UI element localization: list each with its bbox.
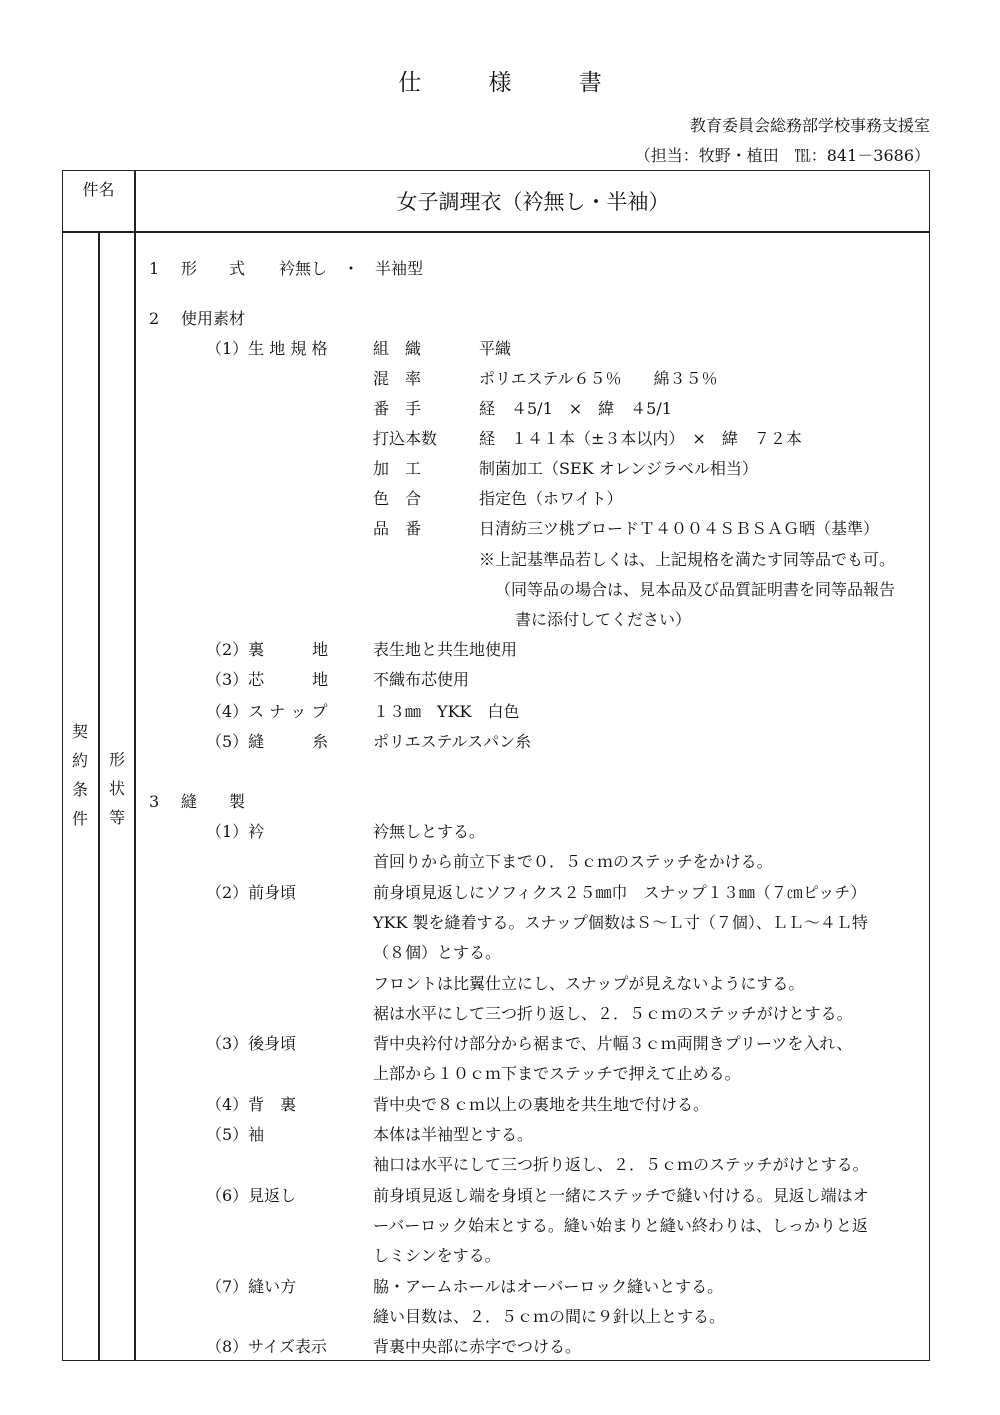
sewing-item-text: ーバーロック始末とする。縫い始まりと縫い終わりは、しっかりと返 (373, 1215, 868, 1235)
sewing-item-text: 袖口は水平にして三つ折り返し、２．５ｃｍのステッチがけとする。 (373, 1155, 869, 1175)
contract-terms-label: 契 約 条 件 (71, 722, 88, 828)
sewing-item-label: （6）見返し (206, 1185, 297, 1205)
fabric-spec-value: 経 ４5/1 × 緯 ４5/1 (479, 399, 672, 418)
fabric-spec-value: 指定色（ホワイト） (479, 489, 623, 508)
sewing-item-label: （4）背 裏 (206, 1094, 297, 1114)
sewing-item-text: 前身頃見返し端を身頃と一緒にステッチで縫い付ける。見返し端はオ (373, 1185, 869, 1205)
sewing-item-text: 裾は水平にして三つ折り返し、２．５ｃｍのステッチがけとする。 (373, 1003, 853, 1023)
sewing-item-label: （5）袖 (206, 1125, 265, 1144)
material-item-label: （5）縫 糸 (206, 732, 329, 751)
sewing-item-label: （7）縫い方 (206, 1276, 297, 1296)
sewing-item-text: YKK 製を縫着する。スナップ個数はＳ～Ｌ寸（７個）、ＬＬ～４Ｌ特 (373, 912, 868, 932)
sewing-item-text: 上部から１０ｃｍ下までステッチで押えて止める。 (373, 1064, 741, 1084)
material-item-value: ポリエステルスパン糸 (373, 732, 532, 751)
subsection-label: （1）生 地 規 格 (206, 339, 328, 358)
section-label: 使用素材 (181, 309, 246, 328)
section-value: 衿無し ・ 半袖型 (279, 259, 424, 278)
fabric-spec-key: 加 工 (373, 459, 422, 478)
sewing-item-text: フロントは比翼仕立にし、スナップが見えないようにする。 (373, 973, 805, 993)
section-label: 形 式 (181, 259, 246, 278)
sewing-item-text: 背中央衿付け部分から裾まで、片幅３ｃｍ両開きプリーツを入れ、 (373, 1034, 853, 1054)
material-item-value: 表生地と共生地使用 (373, 640, 518, 659)
equivalent-note: （同等品の場合は、見本品及び品質証明書を同等品報告 (495, 580, 896, 599)
shape-label: 形 状 等 (108, 750, 125, 827)
material-item-value: 不織布芯使用 (373, 670, 470, 689)
equivalent-note: 書に添付してください） (515, 610, 692, 629)
sewing-item-text: しミシンをする。 (373, 1246, 501, 1266)
material-item-value: １３㎜ YKK 白色 (373, 702, 520, 721)
fabric-spec-key: 混 率 (373, 369, 422, 388)
spec-table (62, 170, 930, 1361)
sewing-item-text: 背裏中央部に赤字でつける。 (373, 1337, 582, 1357)
equivalent-note: ※上記基準品若しくは、上記規格を満たす同等品でも可。 (479, 550, 896, 569)
fabric-spec-value: ポリエステル６５％ 綿３５％ (479, 369, 718, 388)
fabric-spec-key: 品 番 (373, 519, 422, 538)
sewing-item-label: （3）後身頃 (206, 1034, 297, 1054)
fabric-spec-value: 平織 (479, 339, 512, 358)
sewing-item-text: （８個）とする。 (373, 943, 502, 963)
fabric-spec-key: 番 手 (373, 399, 422, 418)
fabric-spec-value: 日清紡三ツ桃ブロードＴ４００４ＳＢＳＡＧ晒（基準） (479, 519, 880, 538)
section-number: 1 (149, 259, 160, 278)
sewing-item-text: 本体は半袖型とする。 (373, 1125, 534, 1144)
sewing-item-text: 背中央で８ｃｍ以上の裏地を共生地で付ける。 (373, 1094, 710, 1114)
fabric-spec-key: 組 織 (373, 339, 422, 358)
contact-info: （担当：牧野・植田 ℡：841－3686） (634, 146, 930, 165)
sewing-item-label: （2）前身頃 (206, 882, 297, 902)
column-divider (134, 171, 136, 1360)
sewing-item-text: 前身頃見返しにソフィクス２５㎜巾 スナップ１３㎜（７㎝ピッチ） (373, 882, 867, 902)
row-divider (63, 231, 929, 233)
fabric-spec-key: 打込本数 (373, 429, 438, 448)
material-item-label: （4）ス ナ ッ プ (206, 702, 328, 721)
sewing-item-text: 脇・アームホールはオーバーロック縫いとする。 (373, 1276, 724, 1296)
sewing-item-text: 首回りから前立下まで０．５ｃｍのステッチをかける。 (373, 852, 773, 872)
fabric-spec-value: 制菌加工（SEK オレンジラベル相当） (479, 459, 758, 478)
section-number: 3 (149, 792, 160, 811)
department-name: 教育委員会総務部学校事務支援室 (689, 116, 930, 135)
material-item-label: （2）裏 地 (206, 640, 329, 659)
sewing-item-label: （1）衿 (206, 822, 265, 841)
sewing-item-text: 縫い目数は、２．５ｃｍの間に９針以上とする。 (373, 1306, 726, 1326)
subject-value: 女子調理衣（衿無し・半袖） (396, 190, 670, 214)
sewing-item-text: 衿無しとする。 (373, 822, 486, 841)
fabric-spec-key: 色 合 (373, 489, 422, 508)
subject-label: 件名 (82, 180, 115, 199)
section-number: 2 (149, 309, 160, 328)
page-title: 仕 様 書 (398, 70, 632, 96)
section-label: 縫 製 (181, 792, 246, 811)
sewing-item-label: （8）サイズ表示 (206, 1337, 327, 1357)
fabric-spec-value: 経 １４１本（±３本以内） × 緯 ７２本 (479, 429, 802, 448)
material-item-label: （3）芯 地 (206, 670, 329, 689)
